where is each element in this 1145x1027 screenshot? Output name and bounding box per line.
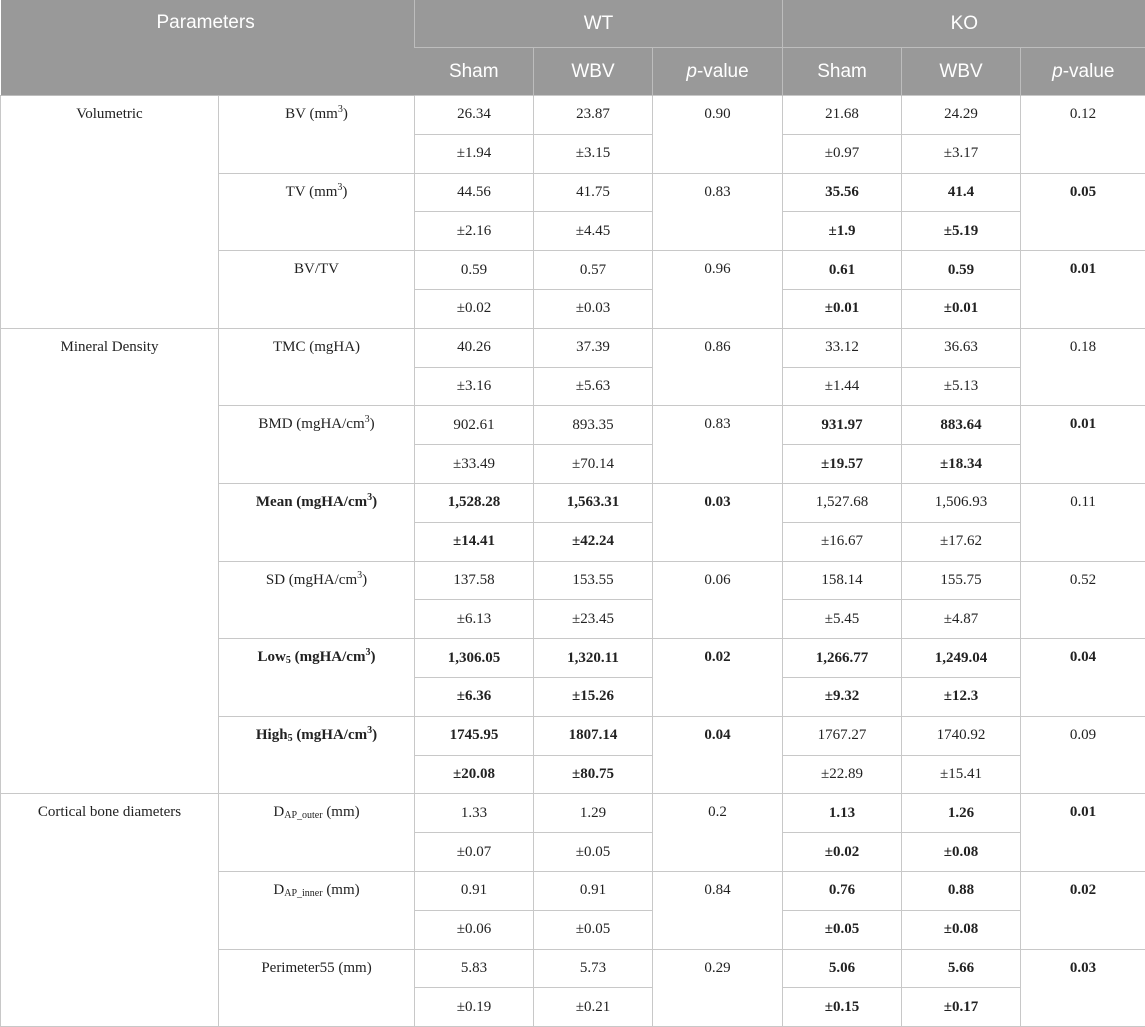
ko-sham-error: ±0.15 (783, 988, 902, 1027)
wt-sham-mean: 1.33 (415, 794, 534, 833)
ko-wbv-mean: 1.26 (902, 794, 1021, 833)
parameter-unit: (mm) (323, 804, 360, 820)
parameter-subscript: AP_inner (284, 888, 322, 899)
wt-wbv-error: ±5.63 (534, 367, 653, 406)
ko-wbv-mean: 0.88 (902, 871, 1021, 910)
wt-sham-mean: 902.61 (415, 406, 534, 445)
ko-sham-mean: 5.06 (783, 949, 902, 988)
wt-wbv-mean: 5.73 (534, 949, 653, 988)
ko-pvalue: 0.12 (1021, 96, 1145, 174)
group-name: Cortical bone diameters (1, 804, 218, 821)
table-header (1, 0, 1145, 96)
header-wt-pvalue (653, 48, 783, 96)
ko-wbv-mean: 155.75 (902, 561, 1021, 600)
wt-sham-mean: 0.91 (415, 871, 534, 910)
wt-wbv-mean: 153.55 (534, 561, 653, 600)
wt-pvalue: 0.83 (653, 173, 783, 251)
parameter-label: TMC (mgHA) (273, 339, 360, 355)
table-row (1, 96, 1145, 135)
parameter-superscript: 3 (365, 414, 370, 425)
ko-wbv-error: ±0.08 (902, 833, 1021, 872)
wt-wbv-error: ±70.14 (534, 445, 653, 484)
ko-sham-error: ±0.02 (783, 833, 902, 872)
parameter-unit: (mm) (323, 882, 360, 898)
header-wt-wbv: WBV (534, 48, 653, 96)
ko-sham-mean: 0.61 (783, 251, 902, 290)
ko-wbv-mean: 883.64 (902, 406, 1021, 445)
wt-pvalue: 0.2 (653, 794, 783, 872)
ko-wbv-mean: 5.66 (902, 949, 1021, 988)
ko-wbv-error: ±5.13 (902, 367, 1021, 406)
wt-sham-mean: 0.59 (415, 251, 534, 290)
wt-wbv-mean: 37.39 (534, 328, 653, 367)
wt-wbv-error: ±0.05 (534, 910, 653, 949)
wt-sham-mean: 5.83 (415, 949, 534, 988)
ko-wbv-error: ±18.34 (902, 445, 1021, 484)
wt-sham-mean: 1,306.05 (415, 639, 534, 678)
wt-wbv-error: ±42.24 (534, 522, 653, 561)
parameter-superscript: 3 (365, 647, 370, 658)
parameter-superscript: 3 (357, 570, 362, 581)
wt-pvalue: 0.90 (653, 96, 783, 174)
parameter-superscript: 3 (337, 182, 342, 193)
wt-wbv-mean: 1,320.11 (534, 639, 653, 678)
ko-pvalue: 0.01 (1021, 794, 1145, 872)
parameter-name (219, 483, 415, 561)
wt-pvalue: 0.04 (653, 716, 783, 794)
parameter-close: ) (370, 649, 375, 665)
header-ko-wbv: WBV (902, 48, 1021, 96)
wt-sham-error: ±6.36 (415, 677, 534, 716)
parameter-label: BV/TV (294, 261, 339, 277)
ko-sham-error: ±22.89 (783, 755, 902, 794)
parameter-name (219, 794, 415, 872)
ko-wbv-mean: 1,506.93 (902, 483, 1021, 522)
parameter-name (219, 561, 415, 639)
wt-sham-mean: 137.58 (415, 561, 534, 600)
ko-sham-mean: 931.97 (783, 406, 902, 445)
wt-wbv-error: ±3.15 (534, 134, 653, 173)
wt-wbv-error: ±0.05 (534, 833, 653, 872)
wt-wbv-mean: 1807.14 (534, 716, 653, 755)
wt-sham-mean: 1,528.28 (415, 483, 534, 522)
parameter-unit: (mgHA/cm (291, 649, 366, 665)
parameter-label: Low (258, 649, 286, 665)
parameter-label: BMD (mgHA/cm (258, 416, 364, 432)
ko-sham-error: ±0.01 (783, 289, 902, 328)
wt-sham-mean: 40.26 (415, 328, 534, 367)
ko-wbv-mean: 36.63 (902, 328, 1021, 367)
parameter-name (219, 328, 415, 406)
table-body (1, 96, 1145, 1027)
ko-wbv-error: ±4.87 (902, 600, 1021, 639)
header-parameters: Parameters (1, 0, 415, 96)
wt-wbv-error: ±80.75 (534, 755, 653, 794)
ko-wbv-mean: 0.59 (902, 251, 1021, 290)
wt-pvalue: 0.84 (653, 871, 783, 949)
parameter-subscript: AP_outer (284, 810, 322, 821)
ko-wbv-mean: 1740.92 (902, 716, 1021, 755)
ko-pvalue: 0.05 (1021, 173, 1145, 251)
table-row (1, 794, 1145, 833)
ko-sham-mean: 33.12 (783, 328, 902, 367)
parameter-name (219, 639, 415, 717)
parameter-superscript: 3 (367, 492, 372, 503)
wt-wbv-error: ±4.45 (534, 212, 653, 251)
wt-pvalue: 0.03 (653, 483, 783, 561)
parameter-label: D (273, 882, 284, 898)
ko-wbv-error: ±15.41 (902, 755, 1021, 794)
ko-sham-mean: 1,527.68 (783, 483, 902, 522)
ko-wbv-error: ±0.17 (902, 988, 1021, 1027)
group-name: Mineral Density (1, 339, 218, 356)
parameter-close: ) (372, 494, 377, 510)
header-ko-sham: Sham (783, 48, 902, 96)
header-wt-sham: Sham (415, 48, 534, 96)
ko-sham-mean: 1767.27 (783, 716, 902, 755)
wt-sham-mean: 44.56 (415, 173, 534, 212)
pvalue-suffix: -value (1063, 61, 1115, 82)
wt-pvalue: 0.29 (653, 949, 783, 1027)
parameter-name (219, 251, 415, 329)
wt-wbv-mean: 0.91 (534, 871, 653, 910)
ko-sham-error: ±1.9 (783, 212, 902, 251)
wt-sham-error: ±0.07 (415, 833, 534, 872)
ko-sham-error: ±0.97 (783, 134, 902, 173)
ko-sham-mean: 35.56 (783, 173, 902, 212)
parameter-label: Mean (mgHA/cm (256, 494, 367, 510)
header-ko-pvalue (1021, 48, 1145, 96)
parameter-close: ) (372, 727, 377, 743)
wt-pvalue: 0.83 (653, 406, 783, 484)
parameter-close: ) (362, 572, 367, 588)
ko-sham-mean: 1.13 (783, 794, 902, 833)
ko-wbv-error: ±3.17 (902, 134, 1021, 173)
ko-pvalue: 0.09 (1021, 716, 1145, 794)
ko-sham-mean: 1,266.77 (783, 639, 902, 678)
group-name: Volumetric (1, 106, 218, 123)
parameter-superscript: 3 (338, 104, 343, 115)
wt-wbv-mean: 1.29 (534, 794, 653, 833)
parameter-close: ) (343, 106, 348, 122)
ko-wbv-mean: 1,249.04 (902, 639, 1021, 678)
wt-sham-error: ±0.06 (415, 910, 534, 949)
parameter-close: ) (370, 416, 375, 432)
ko-sham-error: ±9.32 (783, 677, 902, 716)
group-name-cell (1, 794, 219, 1027)
wt-sham-error: ±0.19 (415, 988, 534, 1027)
ko-wbv-error: ±5.19 (902, 212, 1021, 251)
ko-wbv-error: ±12.3 (902, 677, 1021, 716)
ko-sham-error: ±16.67 (783, 522, 902, 561)
parameter-label: Perimeter55 (mm) (261, 960, 371, 976)
ko-pvalue: 0.52 (1021, 561, 1145, 639)
wt-sham-error: ±3.16 (415, 367, 534, 406)
wt-pvalue: 0.02 (653, 639, 783, 717)
ko-pvalue: 0.04 (1021, 639, 1145, 717)
header-wt: WT (415, 0, 783, 48)
wt-pvalue: 0.96 (653, 251, 783, 329)
parameter-label: BV (mm (285, 106, 338, 122)
wt-wbv-mean: 41.75 (534, 173, 653, 212)
group-name-cell (1, 328, 219, 794)
parameter-name (219, 96, 415, 174)
parameter-name (219, 716, 415, 794)
wt-wbv-mean: 0.57 (534, 251, 653, 290)
parameter-unit: (mgHA/cm (293, 727, 368, 743)
p-letter: p (1052, 61, 1063, 82)
wt-sham-error: ±6.13 (415, 600, 534, 639)
ko-wbv-error: ±0.01 (902, 289, 1021, 328)
wt-sham-mean: 1745.95 (415, 716, 534, 755)
ko-wbv-error: ±0.08 (902, 910, 1021, 949)
ko-pvalue: 0.18 (1021, 328, 1145, 406)
parameter-name (219, 173, 415, 251)
parameter-label: High (256, 727, 288, 743)
parameter-name (219, 406, 415, 484)
parameter-label: SD (mgHA/cm (266, 572, 357, 588)
p-letter: p (686, 61, 697, 82)
wt-pvalue: 0.86 (653, 328, 783, 406)
wt-wbv-error: ±15.26 (534, 677, 653, 716)
wt-wbv-mean: 1,563.31 (534, 483, 653, 522)
ko-wbv-mean: 24.29 (902, 96, 1021, 135)
ko-sham-mean: 158.14 (783, 561, 902, 600)
wt-wbv-error: ±23.45 (534, 600, 653, 639)
wt-sham-error: ±0.02 (415, 289, 534, 328)
ko-sham-error: ±5.45 (783, 600, 902, 639)
parameter-subscript: 5 (288, 733, 293, 744)
wt-wbv-error: ±0.03 (534, 289, 653, 328)
header-ko: KO (783, 0, 1145, 48)
wt-sham-error: ±1.94 (415, 134, 534, 173)
pvalue-suffix: -value (697, 61, 749, 82)
wt-sham-mean: 26.34 (415, 96, 534, 135)
ko-pvalue: 0.01 (1021, 406, 1145, 484)
parameter-superscript: 3 (367, 725, 372, 736)
wt-sham-error: ±33.49 (415, 445, 534, 484)
parameter-label: TV (mm (286, 184, 338, 200)
ko-wbv-error: ±17.62 (902, 522, 1021, 561)
parameter-name (219, 871, 415, 949)
wt-wbv-mean: 23.87 (534, 96, 653, 135)
ko-sham-error: ±19.57 (783, 445, 902, 484)
wt-wbv-mean: 893.35 (534, 406, 653, 445)
parameter-close: ) (342, 184, 347, 200)
ko-sham-mean: 21.68 (783, 96, 902, 135)
ko-sham-error: ±1.44 (783, 367, 902, 406)
ko-pvalue: 0.11 (1021, 483, 1145, 561)
parameter-subscript: 5 (286, 655, 291, 666)
parameter-name (219, 949, 415, 1027)
ko-sham-mean: 0.76 (783, 871, 902, 910)
ko-sham-error: ±0.05 (783, 910, 902, 949)
group-name-cell (1, 96, 219, 329)
table-row (1, 328, 1145, 367)
wt-sham-error: ±14.41 (415, 522, 534, 561)
wt-sham-error: ±2.16 (415, 212, 534, 251)
wt-sham-error: ±20.08 (415, 755, 534, 794)
wt-pvalue: 0.06 (653, 561, 783, 639)
wt-wbv-error: ±0.21 (534, 988, 653, 1027)
ko-pvalue: 0.02 (1021, 871, 1145, 949)
ko-wbv-mean: 41.4 (902, 173, 1021, 212)
ko-pvalue: 0.03 (1021, 949, 1145, 1027)
parameter-label: D (273, 804, 284, 820)
ko-pvalue: 0.01 (1021, 251, 1145, 329)
